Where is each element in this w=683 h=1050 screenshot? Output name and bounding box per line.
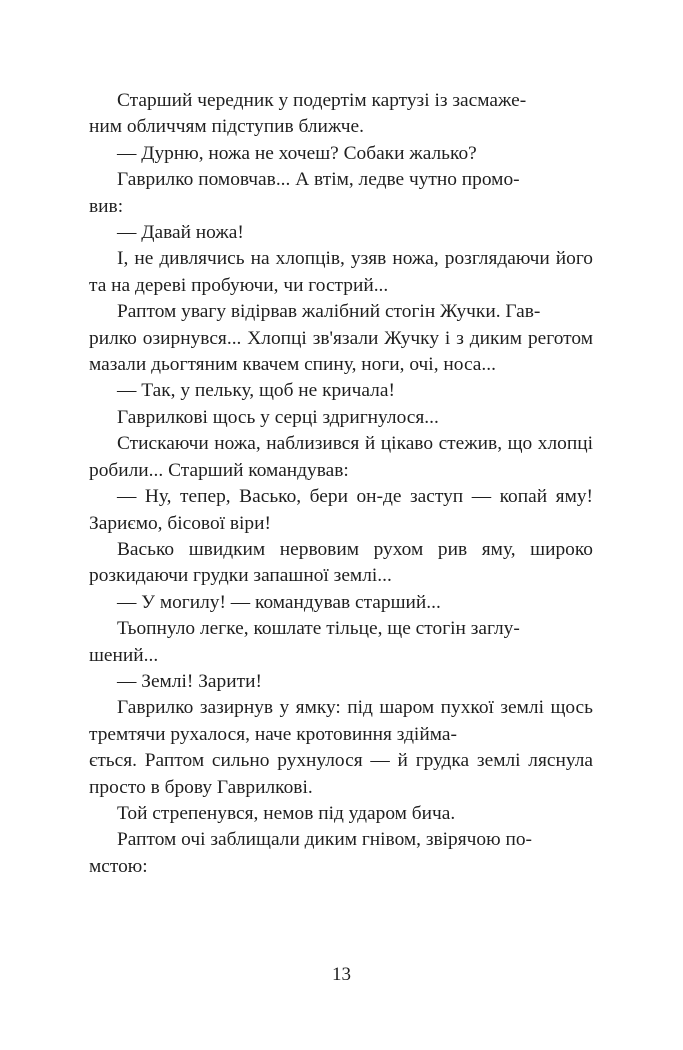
paragraph <box>89 616 593 669</box>
line: Тьопнуло легке, кошлате тільце, ще стогін заглу- <box>117 618 520 640</box>
paragraph: — Ну, тепер, Васько, бери он-де заступ — копай яму! Зариємо, бісової віри! <box>89 486 593 534</box>
paragraph: — Так, у пельку, щоб не кричала! <box>117 380 395 402</box>
paragraph <box>89 695 593 801</box>
paragraph: Той стрепенувся, немов під ударом бича. <box>117 802 456 824</box>
line: Гаврилко помовчав... А втім, ледве чутно промо- <box>117 169 520 191</box>
paragraph: — У могилу! — командував старший... <box>117 591 441 613</box>
paragraph: — Землі! Зарити! <box>117 670 262 692</box>
paragraph <box>89 827 593 880</box>
line: Старший чередник у подертім картузі із засмаже- <box>117 90 527 111</box>
paragraph <box>89 167 593 220</box>
body-text <box>89 88 593 880</box>
paragraph: Гаврилкові щось у серці здригнулося... <box>117 406 439 428</box>
paragraph: — Давай ножа! <box>117 222 244 244</box>
paragraph: — Дурню, ножа не хочеш? Собаки жалько? <box>117 142 477 164</box>
paragraph <box>89 299 593 378</box>
line: ється. Раптом сильно рухнулося — й грудка землі ляснула просто в брову Гаврилкові. <box>89 750 593 798</box>
paragraph <box>89 88 593 141</box>
line: мстою: <box>89 855 148 877</box>
paragraph: Васько швидким нервовим рухом рив яму, широко розкидаючи грудки запашної землі... <box>89 538 593 587</box>
line: Раптом очі заблищали диким гнівом, звірячою по- <box>117 829 532 851</box>
line: рилко озирнувся... Хлопці зв'язали Жучку і з диким реготом мазали дьогтяним квачем спину, ноги, очі, носа... <box>89 327 593 376</box>
line: вив: <box>89 195 124 217</box>
paragraph: Стискаючи ножа, наблизився й цікаво стежив, що хлопці робили... Старший командував: <box>89 433 593 481</box>
page-number: 13 <box>332 964 351 985</box>
line: шений... <box>89 644 159 666</box>
line: Гаврилко зазирнув у ямку: під шаром пухкої землі щось тремтячи рухалося, наче кротовиння здійма- <box>89 697 593 745</box>
line: ним обличчям підступив ближче. <box>89 116 365 138</box>
paragraph: І, не дивлячись на хлопців, узяв ножа, розглядаючи його та на дереві пробуючи, чи гострий... <box>89 248 593 296</box>
line: Раптом увагу відірвав жалібний стогін Жучки. Гав- <box>117 301 541 323</box>
